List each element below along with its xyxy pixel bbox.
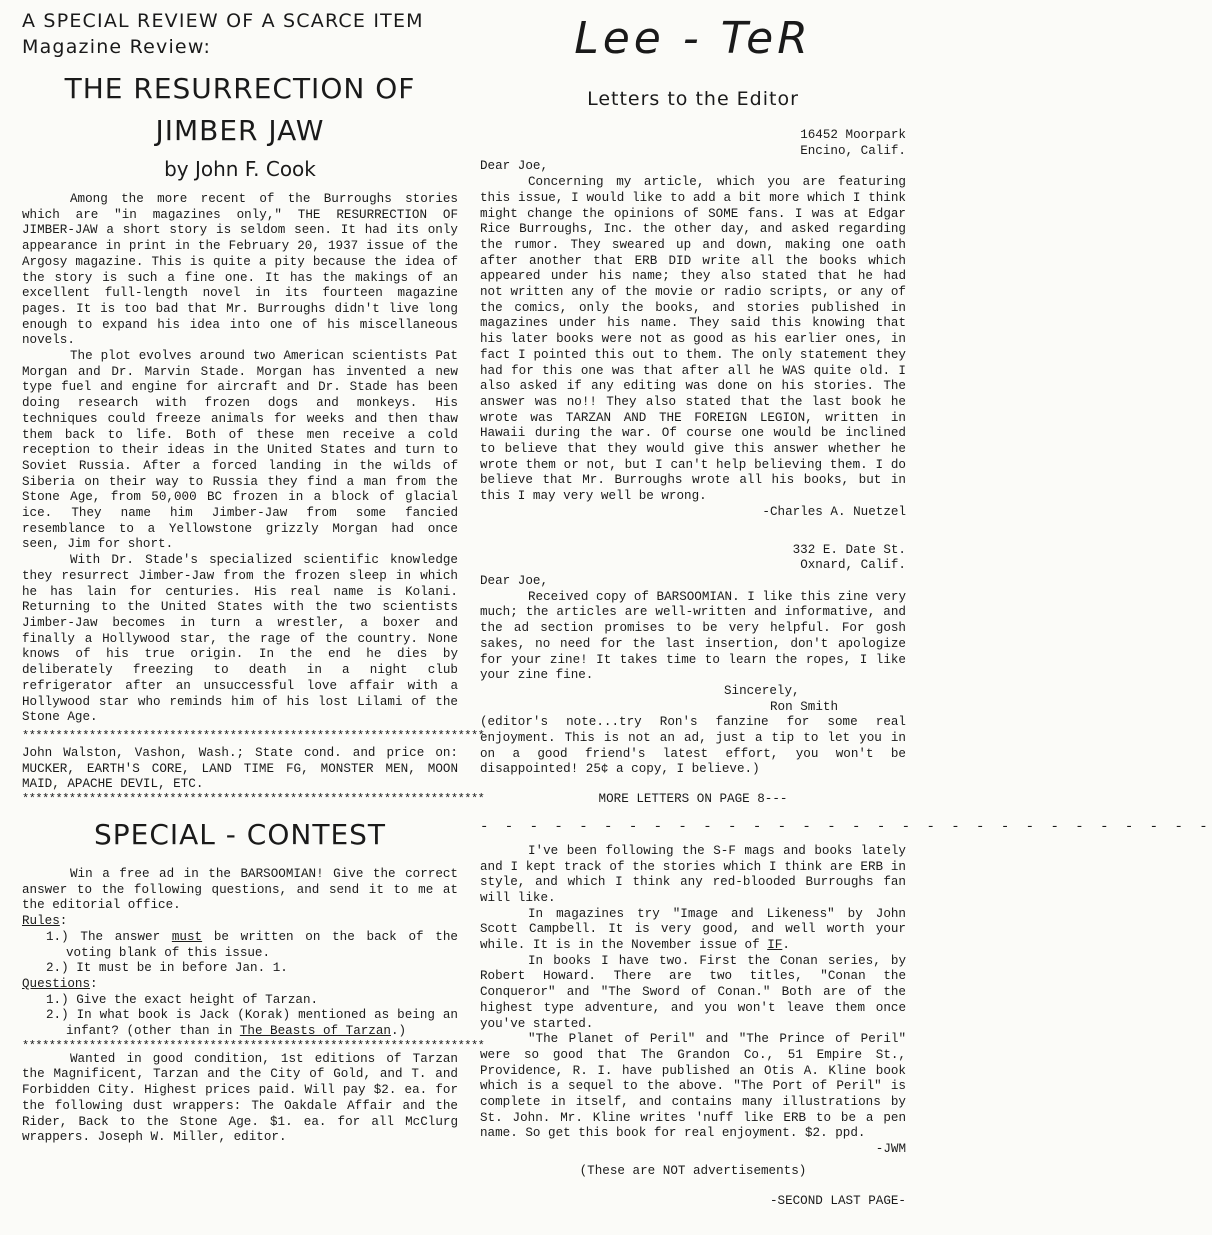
column-paragraph: In magazines try "Image and Likeness" by John Scott Campbell. It is very good, and well worth your while. It is in the November issue of IF. <box>480 906 906 953</box>
right-column <box>480 0 1212 1209</box>
contest-title: SPECIAL - CONTEST <box>93 818 387 852</box>
rules-label: Rules <box>22 914 60 929</box>
review-body <box>22 192 458 726</box>
address-line: Encino, Calif. <box>800 143 906 158</box>
rule-item: 2.) It must be in before Jan. 1. <box>46 961 288 976</box>
questions-label: Questions <box>22 976 91 991</box>
magazine-review-label: Magazine Review: <box>22 36 212 58</box>
column-paragraph: I've been following the S-F mags and books lately and I kept track of the stories which I think are ERB in style, and which I think any red-blooded Burroughs fan will like. <box>480 843 906 905</box>
column-paragraph: In books I have two. First the Conan series, by Robert Howard. There are two titles, "Conan the Conqueror" and "The Sword of Conan." Both are of the highest type adventure, and you won't leave them once you've started. <box>480 953 906 1031</box>
wanted-ad: Wanted in good condition, 1st editions of Tarzan the Magnificent, Tarzan and the City of Gold, and T. and Forbidden City. Highest prices paid. Will pay $2. ea. for the following dust wrappers: The Oakdale Affair and the Rider, Back to the Stone Age. $1. ea. for all McClurg wrappers. Joseph W. Miller, editor. <box>22 1051 458 1145</box>
byline: by John F. Cook <box>164 157 316 181</box>
review-paragraph: With Dr. Stade's specialized scientific knowledge they resurrect Jimber-Jaw from the frozen sleep in which he has lain for centuries. His real name is Kolani. Returning to the United States with the two scientists Jimber-Jaw becomes in turn a wrestler, a boxer and finally a Hollywood star, the rage of the country. None knows of his true origin. In the end he dies by deliberately freezing to death in a night club refrigerator after an unsuccessful love affair with a Hollywood star who reminds him of his lost Lilami of the Stone Age. <box>22 553 458 725</box>
question-item: 2.) In what book is Jack (Korak) mentioned as being an infant? (other than in The Beasts of Tarzan.) <box>46 1008 458 1039</box>
more-letters-note: MORE LETTERS ON PAGE 8--- <box>598 792 788 807</box>
questions-heading: Questions: <box>22 976 98 991</box>
page-footer: -SECOND LAST PAGE- <box>769 1193 906 1208</box>
address-line: Oxnard, Calif. <box>800 558 906 573</box>
recommendations-column <box>480 844 906 1158</box>
letters-subtitle: Letters to the Editor <box>587 88 799 110</box>
salutation: Dear Joe, <box>480 573 549 588</box>
column-paragraph: "The Planet of Peril" and "The Prince of Peril" were so good that The Grandon Co., 51 Empire St., Providence, R. I. have published an Otis A. Kline book which is a sequel to the above. "The Port of Peril" is complete in itself, and contains many illustrations by St. John. Mr. Kline writes 'nuff like ERB to be a pen name. So get this book for real enjoyment. $2. ppd. <box>480 1032 906 1141</box>
dash-divider: - - - - - - - - - - - - - - - - - - - - - - - - - - - - - - <box>480 818 1212 835</box>
address-line: 332 E. Date St. <box>792 542 906 557</box>
letter-nuetzel <box>480 128 906 521</box>
rule-item: 1.) The answer must be written on the back of the voting blank of this issue. <box>46 929 458 960</box>
review-paragraph: Among the more recent of the Burroughs stories which are "in magazines only," THE RESURRECTION OF JIMBER-JAW a short story is seldom seen. It had its only appearance in print in the February 20, 1937 issue of the Argosy magazine. This is quite a pity because the idea of the story is such a fine one. It has the makings of an excellent full-length novel in its fourteen magazine pages. It is too bad that Mr. Burroughs didn't live long enough to expand his idea into one of his miscellaneous novels. <box>22 192 458 348</box>
review-paragraph: The plot evolves around two American scientists Pat Morgan and Dr. Marvin Stade. Morgan has invented a new type fuel and engine for aircraft and Dr. Stade has been doing research with frozen dogs and monkeys. His techniques could freeze animals for weeks and then thaw them back to life. Both of these men receive a cold reception to their ideas in the United States and turn to Soviet Russia. After a forced landing in the wilds of Siberia on their way to Russia they find a man from the Stone Age, from 50,000 BC frozen in a block of glacial ice. They name him Jimber-Jaw from some fancied resemblance to a Yellowstone grizzly Morgan had once seen, Jim for short. <box>22 349 458 552</box>
address-line: 16452 Moorpark <box>800 128 906 142</box>
star-divider: ********************************************************************* <box>22 792 485 807</box>
question-item: 1.) Give the exact height of Tarzan. <box>46 992 319 1007</box>
rules-heading: Rules: <box>22 914 68 929</box>
signature: Ron Smith <box>770 699 839 714</box>
left-column <box>22 0 485 1146</box>
contest-body <box>22 867 458 1040</box>
special-review-header: A SPECIAL REVIEW OF A SCARCE ITEM <box>22 10 424 32</box>
star-divider: ********************************************************************* <box>22 1038 485 1053</box>
letter-body: Received copy of BARSOOMIAN. I like this zine very much; the articles are well-written and informative, and the ad section promises to be very helpful. For gosh sakes, no need for the last insertion, don't apologize for your zine! It takes time to learn the ropes, I like your zine fine. <box>480 589 906 683</box>
not-ads-note: (These are NOT advertisements) <box>579 1163 807 1178</box>
star-divider: ********************************************************************* <box>22 728 485 743</box>
editor-note: (editor's note...try Ron's fanzine for some real enjoyment. This is not an ad, just a tip to let you in on a good friend's latest effort, you won't be disappointed! 25¢ a copy, I believe.) <box>480 715 906 777</box>
column-signature: -JWM <box>875 1142 906 1157</box>
closing: Sincerely, <box>724 683 800 698</box>
letter-smith <box>480 543 906 779</box>
salutation: Dear Joe, <box>480 159 549 174</box>
letter-body: Concerning my article, which you are featuring this issue, I would like to add a bit more which I think might change the opinions of SOME fans. I was at Edgar Rice Burroughs, Inc. the other day, and asked regarding the rumor. They sweared up and down, making one oath after another that ERB DID write all the books which appeared under his name; they also stated that he had not written any of the movie or radio scripts, or any of the comics, only the books, and stories published in magazines under his name. They said this knowing that his later books were not as good as his earlier ones, in fact I pointed this out to them. The only statement they had for this one was that after all he WAS quite old. I also asked if any editing was done on his stories. The answer was no!! They also stated that the last book he wrote was TARZAN AND THE FOREIGN LEGION, written in Hawaii during the war. Of course one would be inclined to believe that they would give this answer whether he wrote them or not, but I can't help believing them. I do believe that Mr. Burroughs wrote all his books, but in this I may very well be wrong. <box>480 175 906 504</box>
signature: -Charles A. Nuetzel <box>762 504 906 519</box>
article-title: THE RESURRECTION OF JIMBER JAW <box>64 72 416 147</box>
walston-ad: John Walston, Vashon, Wash.; State cond. and price on: MUCKER, EARTH'S CORE, LAND TIME FG, MONSTER MEN, MOON MAID, APACHE DEVIL, ETC. <box>22 745 458 792</box>
lee-ter-logo: Lee - TeR <box>574 13 812 64</box>
contest-intro: Win a free ad in the BARSOOMIAN! Give the correct answer to the following questions, and send it to me at the editorial office. <box>22 867 458 913</box>
